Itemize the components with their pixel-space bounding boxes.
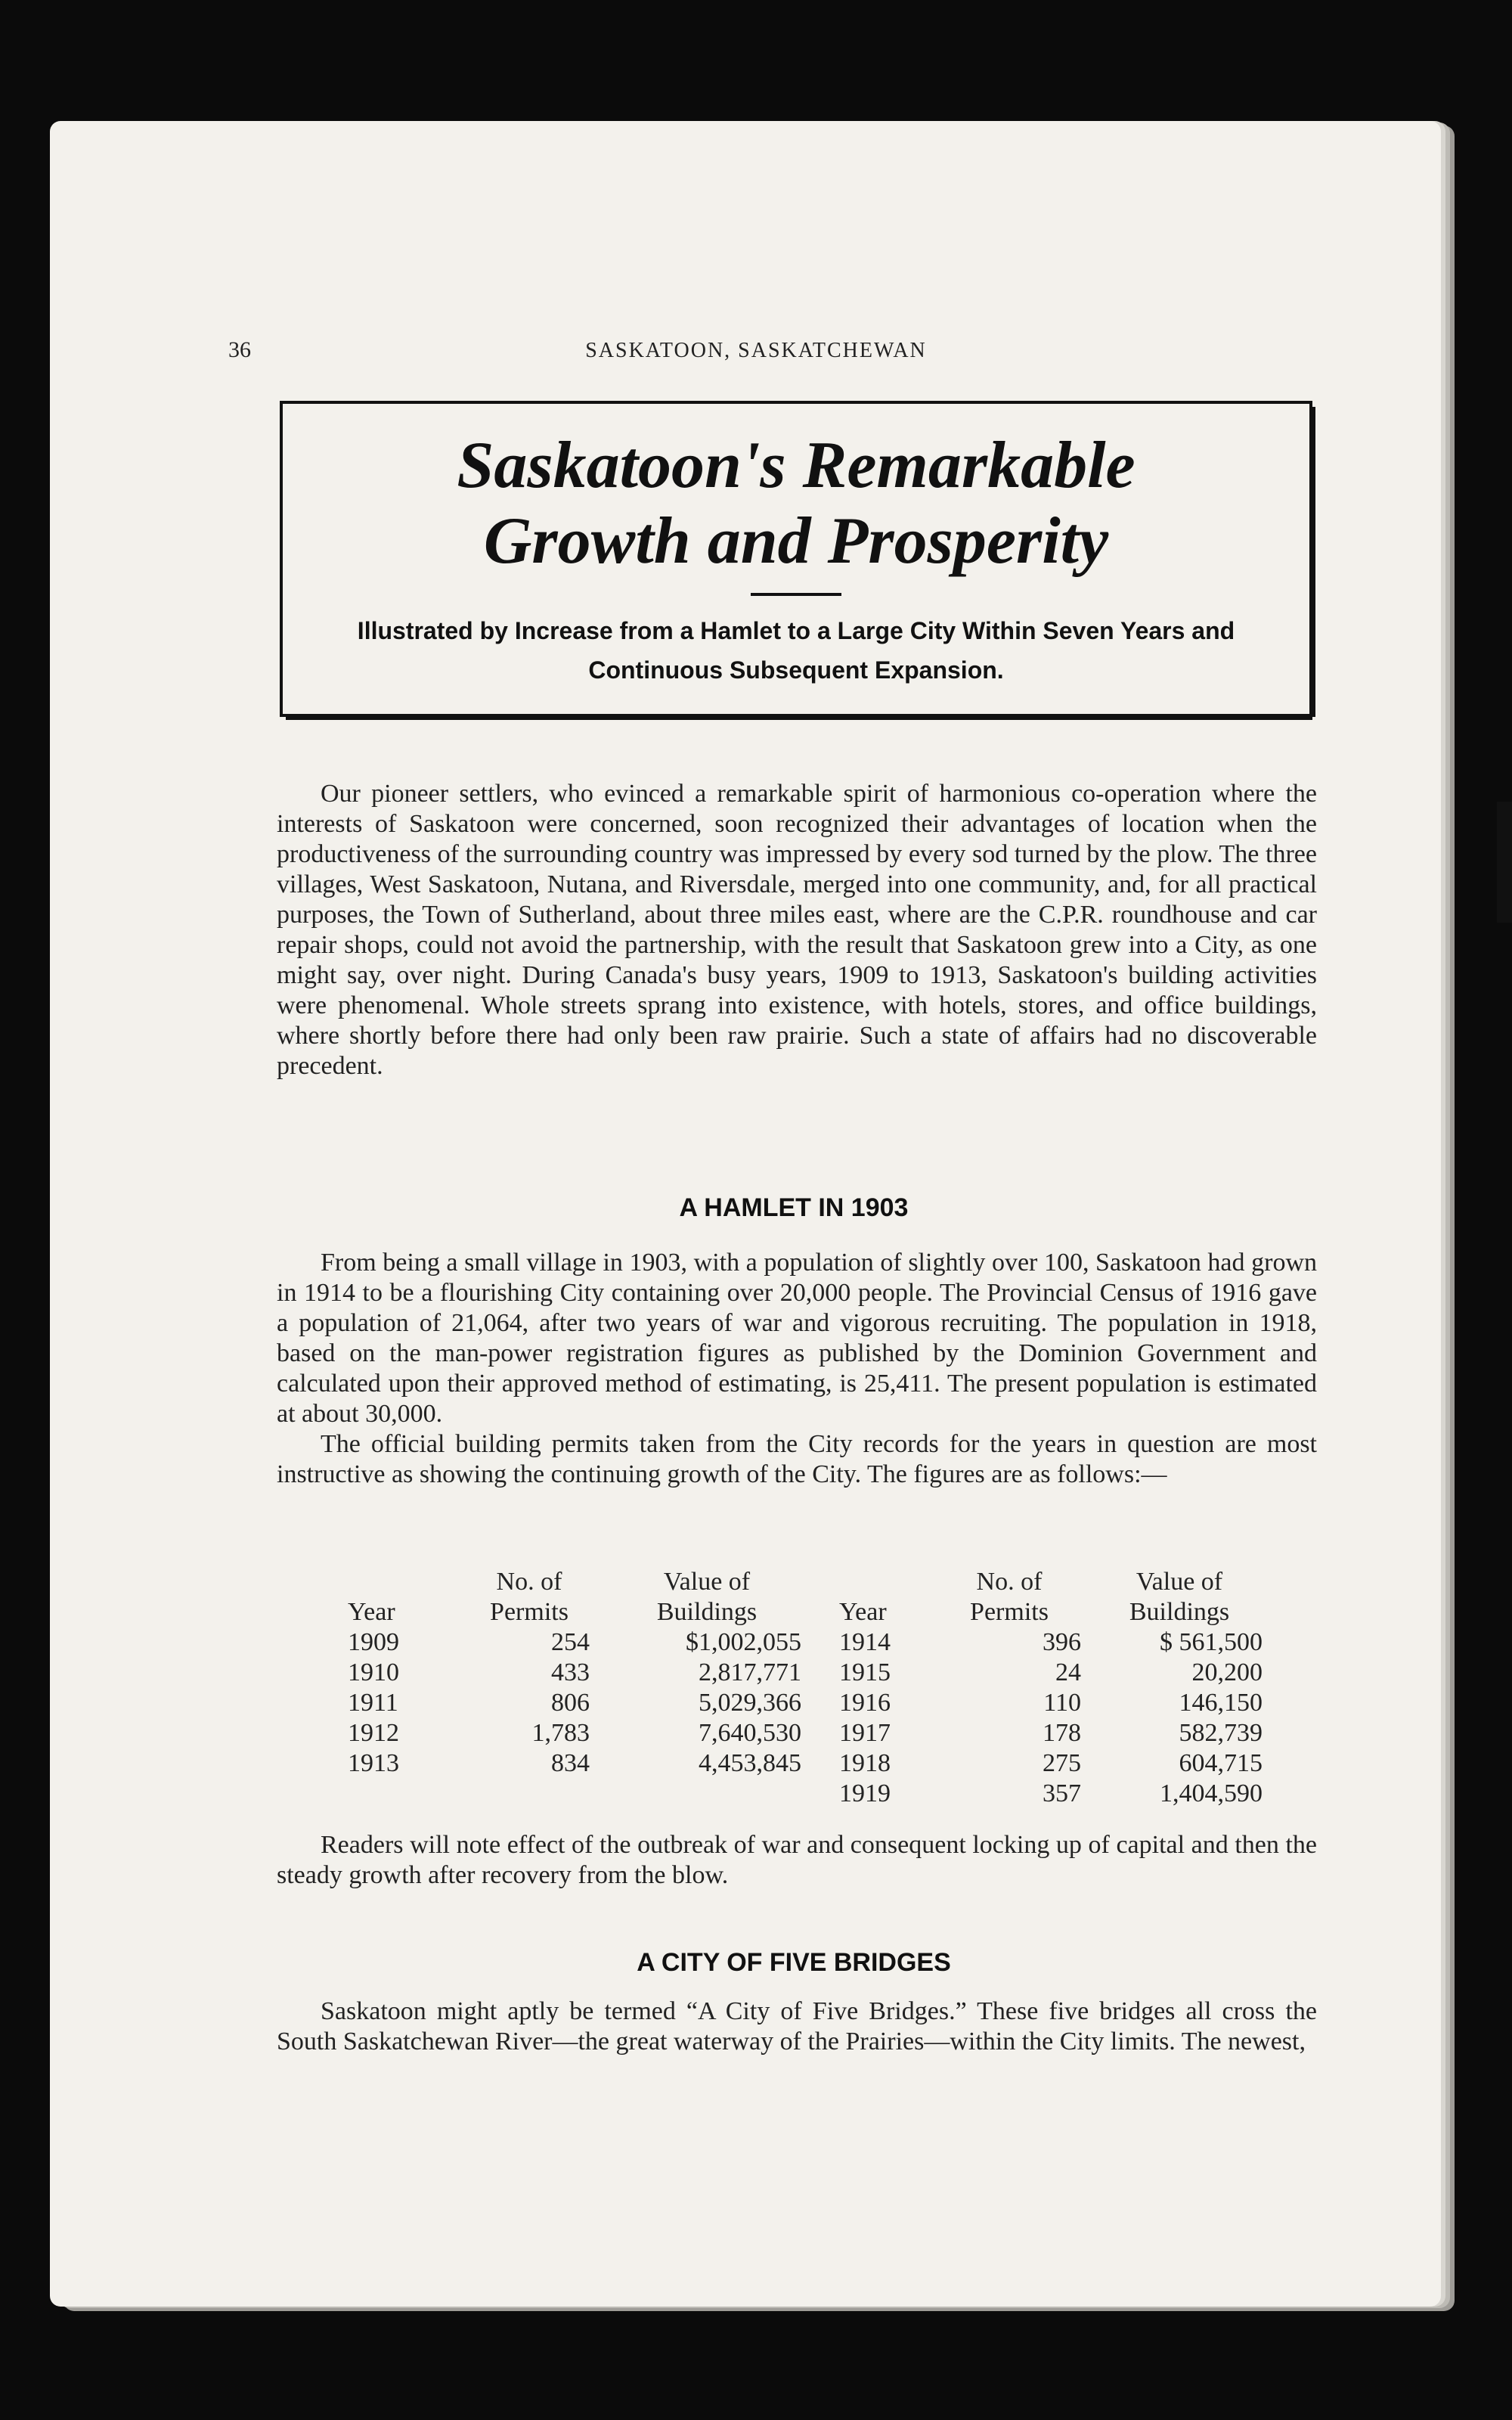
table-cell: 1909 xyxy=(348,1628,399,1656)
table-cell: 4,453,845 xyxy=(699,1749,801,1777)
table-column-value xyxy=(1096,1567,1263,1809)
table-cell: 582,739 xyxy=(1179,1719,1263,1747)
table-column-year xyxy=(839,1567,922,1809)
table-cell: 1910 xyxy=(348,1658,399,1686)
table-column-permits xyxy=(469,1567,590,1779)
table-cell: 1,404,590 xyxy=(1160,1779,1263,1807)
hamlet-paragraph-2: The official building permits taken from the City records for the years in question are most instructive as showing the continuing growth of the City. The figures are as follows:— xyxy=(277,1430,1317,1488)
running-head: SASKATOON, SASKATCHEWAN xyxy=(585,339,927,362)
page-title-line-1: Saskatoon's Remarkable xyxy=(457,429,1136,502)
table-cell: 1913 xyxy=(348,1749,399,1777)
table-column-value xyxy=(612,1567,801,1779)
intro-paragraph: Our pioneer settlers, who evinced a remarkable spirit of harmonious co-operation where the interests of Saskatoon were concerned, soon recognized their advantages of location when the productiveness of the surrounding country was impressed by every sod turned by the plow. The three villages, West Saskatoon, Nutana, and Riversdale, merged into one community, and, for all practical purposes, the Town of Sutherland, about three miles east, where are the C.P.R. roundhouse and car repair shops, could not avoid the partnership, with the result that Saskatoon grew into a City, as one might say, over night. During Canada's busy years, 1909 to 1913, Saskatoon's building activities were phenomenal. Whole streets sprang into existence, with hotels, stores, and office buildings, where shortly before there had only been raw prairie. Such a state of affairs had no discoverable precedent. xyxy=(277,780,1317,1080)
bridges-paragraph: Saskatoon might aptly be termed “A City of Five Bridges.” These five bridges all cross the South Saskatchewan River—the great waterway of the Prairies—within the City limits. The newest, xyxy=(277,1997,1317,2055)
table-cell: 1918 xyxy=(839,1749,891,1777)
section-heading-hamlet: A HAMLET IN 1903 xyxy=(679,1193,909,1222)
title-box xyxy=(280,401,1312,717)
table-cell: 1,783 xyxy=(531,1719,590,1747)
table-column-permits xyxy=(937,1567,1081,1809)
table-cell: 1914 xyxy=(839,1628,891,1656)
table-cell: 433 xyxy=(551,1658,590,1686)
column-header: Permits xyxy=(970,1598,1049,1626)
table-cell: 146,150 xyxy=(1179,1689,1263,1717)
hamlet-paragraph-1: From being a small village in 1903, with a population of slightly over 100, Saskatoon had grown in 1914 to be a flourishing City containing over 20,000 people. The Provincial Census of 1916 gave a population of 21,064, after two years of war and vigorous recruiting. The population in 1918, based on the man-power registration figures as published by the Dominion Government and calculated upon their approved method of estimating, is 25,411. The present population is estimated at about 30,000. xyxy=(277,1249,1317,1428)
table-cell: 396 xyxy=(1043,1628,1081,1656)
page-title-line-2: Growth and Prosperity xyxy=(483,504,1109,578)
table-cell: 178 xyxy=(1043,1719,1081,1747)
column-header: Buildings xyxy=(656,1598,758,1626)
bridges-paragraph-block xyxy=(277,1996,1317,2057)
table-cell: 1916 xyxy=(839,1689,891,1717)
hamlet-paragraph-block xyxy=(277,1248,1317,1490)
intro-paragraph-block xyxy=(277,779,1317,1081)
table-cell: 1912 xyxy=(348,1719,399,1747)
table-cell: 5,029,366 xyxy=(699,1689,801,1717)
title-box-shadow xyxy=(1312,407,1315,717)
section-heading-bridges: A CITY OF FIVE BRIDGES xyxy=(637,1948,951,1977)
table-cell: 20,200 xyxy=(1191,1658,1263,1686)
column-header: No. of xyxy=(496,1568,562,1596)
table-column-year xyxy=(348,1567,431,1779)
page-number: 36 xyxy=(228,337,251,362)
table-cell: 275 xyxy=(1043,1749,1081,1777)
column-header: Buildings xyxy=(1129,1598,1230,1626)
table-cell: 357 xyxy=(1043,1779,1081,1807)
column-header: Value of xyxy=(1136,1568,1223,1596)
table-note-paragraph: Readers will note effect of the outbreak of war and consequent locking up of capital and then the steady growth after recovery from the blow. xyxy=(277,1831,1317,1889)
table-cell: 24 xyxy=(1055,1658,1081,1686)
column-header: Permits xyxy=(490,1598,569,1626)
table-cell: 1911 xyxy=(348,1689,398,1717)
title-box-shadow xyxy=(286,717,1312,720)
title-divider xyxy=(751,593,841,596)
table-cell: $1,002,055 xyxy=(686,1628,801,1656)
table-cell: 110 xyxy=(1043,1689,1081,1717)
page-subtitle: Illustrated by Increase from a Hamlet to a Large City Within Seven Years and Continuous Subsequent Expansion. xyxy=(357,617,1235,684)
table-cell: 1917 xyxy=(839,1719,891,1747)
column-header: No. of xyxy=(976,1568,1043,1596)
table-cell: 1919 xyxy=(839,1779,891,1807)
table-cell: 2,817,771 xyxy=(699,1658,801,1686)
table-note-block xyxy=(277,1830,1317,1891)
table-cell: $ 561,500 xyxy=(1160,1628,1263,1656)
table-cell: 806 xyxy=(551,1689,590,1717)
table-cell: 834 xyxy=(551,1749,590,1777)
table-cell: 7,640,530 xyxy=(699,1719,801,1747)
table-cell: 254 xyxy=(551,1628,590,1656)
table-cell: 604,715 xyxy=(1179,1749,1263,1777)
column-header: Value of xyxy=(663,1568,751,1596)
column-header: Year xyxy=(839,1598,887,1626)
scan-edge-tab xyxy=(1497,802,1512,923)
column-header: Year xyxy=(348,1598,395,1626)
table-cell: 1915 xyxy=(839,1658,891,1686)
